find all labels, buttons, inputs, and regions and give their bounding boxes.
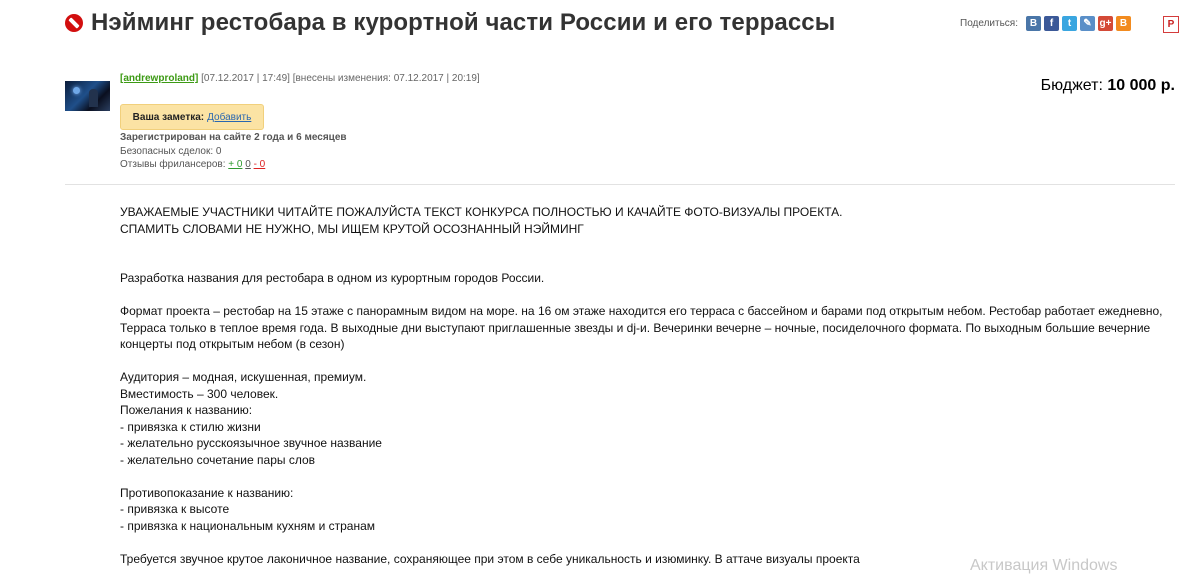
page-title: Нэйминг рестобара в курортной части России и его террассы — [91, 9, 836, 36]
note-label: Ваша заметка: — [132, 111, 205, 123]
description-line: Разработка названия для рестобара в одном из курортным городов России. — [120, 271, 545, 285]
blank-line — [120, 534, 1180, 551]
avatar[interactable] — [65, 81, 110, 111]
freelancer-reviews — [120, 159, 265, 170]
description-line: Формат проекта – рестобар на 15 этаже с панорамным видом на море. на 16 ом этаже находится его терраса с бассейном и барами под открытым небом. Рестобар работает ежедневно, — [120, 304, 1163, 318]
share-icons — [1026, 16, 1134, 31]
pinterest-icon[interactable]: P — [1163, 16, 1179, 33]
blank-line — [120, 237, 1180, 254]
author-meta — [120, 73, 480, 84]
description-line: Терраса только в теплое время года. В выходные дни выступают приглашенные звезды и dj-и. Вечеринки вечерне – ночные, посиделочного формата. По выходным большие вечерние — [120, 320, 1151, 335]
facebook-icon[interactable]: f — [1044, 16, 1059, 31]
description-line: УВАЖАЕМЫЕ УЧАСТНИКИ ЧИТАЙТЕ ПОЖАЛУЙСТА ТЕКСТ КОНКУРСА ПОЛНОСТЬЮ И КАЧАЙТЕ ФОТО-ВИЗУАЛЫ ПРОЕКТА. — [120, 205, 843, 219]
description-line: - привязка к высоте — [120, 502, 230, 516]
blank-line — [120, 254, 1180, 271]
reviews-negative-link[interactable]: - 0 — [253, 159, 266, 170]
description-line: - желательно русскоязычное звучное название — [120, 436, 382, 450]
description-line: концерты под открытым небом (в сезон) — [120, 337, 345, 351]
description-line: Требуется звучное крутое лаконичное название, сохраняющее при этом в себе уникальность и изюминку. В аттаче визуалы проекта — [120, 551, 860, 566]
project-description — [120, 204, 1180, 567]
blank-line — [120, 468, 1180, 485]
description-line: Противопоказание к названию: — [120, 485, 294, 500]
note-box — [120, 104, 264, 130]
description-line: Вместимость – 300 человек. — [120, 386, 279, 401]
reviews-label: Отзывы фрилансеров: — [120, 159, 226, 170]
blank-line — [120, 287, 1180, 304]
budget-value: 10 000 р. — [1107, 77, 1175, 94]
reviews-neutral-link[interactable]: 0 — [245, 159, 251, 170]
description-line: СПАМИТЬ СЛОВАМИ НЕ НУЖНО, МЫ ИЩЕМ КРУТОЙ ОСОЗНАННЫЙ НЭЙМИНГ — [120, 221, 584, 236]
safe-deals-count: Безопасных сделок: 0 — [120, 146, 222, 157]
twitter-icon[interactable]: t — [1062, 16, 1077, 31]
divider — [65, 184, 1175, 185]
vkontakte-icon[interactable]: В — [1026, 16, 1041, 31]
blank-line — [120, 353, 1180, 370]
blogger-icon[interactable]: B — [1116, 16, 1131, 31]
share-label: Поделиться: — [960, 18, 1018, 29]
budget — [1041, 77, 1175, 95]
google-plus-icon[interactable]: g+ — [1099, 18, 1112, 29]
windows-activation-watermark: Активация Windows — [970, 557, 1118, 574]
description-line: - привязка к стилю жизни — [120, 419, 261, 434]
reviews-positive-link[interactable]: + 0 — [228, 159, 243, 170]
livejournal-icon[interactable]: ✎ — [1080, 16, 1095, 31]
posted-date: [07.12.2017 | 17:49] — [201, 73, 290, 84]
blocked-icon — [65, 14, 83, 32]
share-bar — [960, 16, 1134, 31]
project-header — [65, 6, 835, 40]
description-line: - привязка к национальным кухням и странам — [120, 518, 376, 533]
description-line: - желательно сочетание пары слов — [120, 452, 316, 467]
description-line: Пожелания к названию: — [120, 403, 253, 417]
edited-date: [внесены изменения: 07.12.2017 | 20:19] — [292, 73, 480, 84]
description-line: Аудитория – модная, искушенная, премиум. — [120, 370, 367, 384]
registration-info: Зарегистрирован на сайте 2 года и 6 месяцев — [120, 132, 347, 143]
author-username-link[interactable]: [andrewproland] — [120, 73, 199, 84]
add-note-link[interactable]: Добавить — [207, 111, 252, 123]
budget-label: Бюджет: — [1040, 77, 1103, 94]
